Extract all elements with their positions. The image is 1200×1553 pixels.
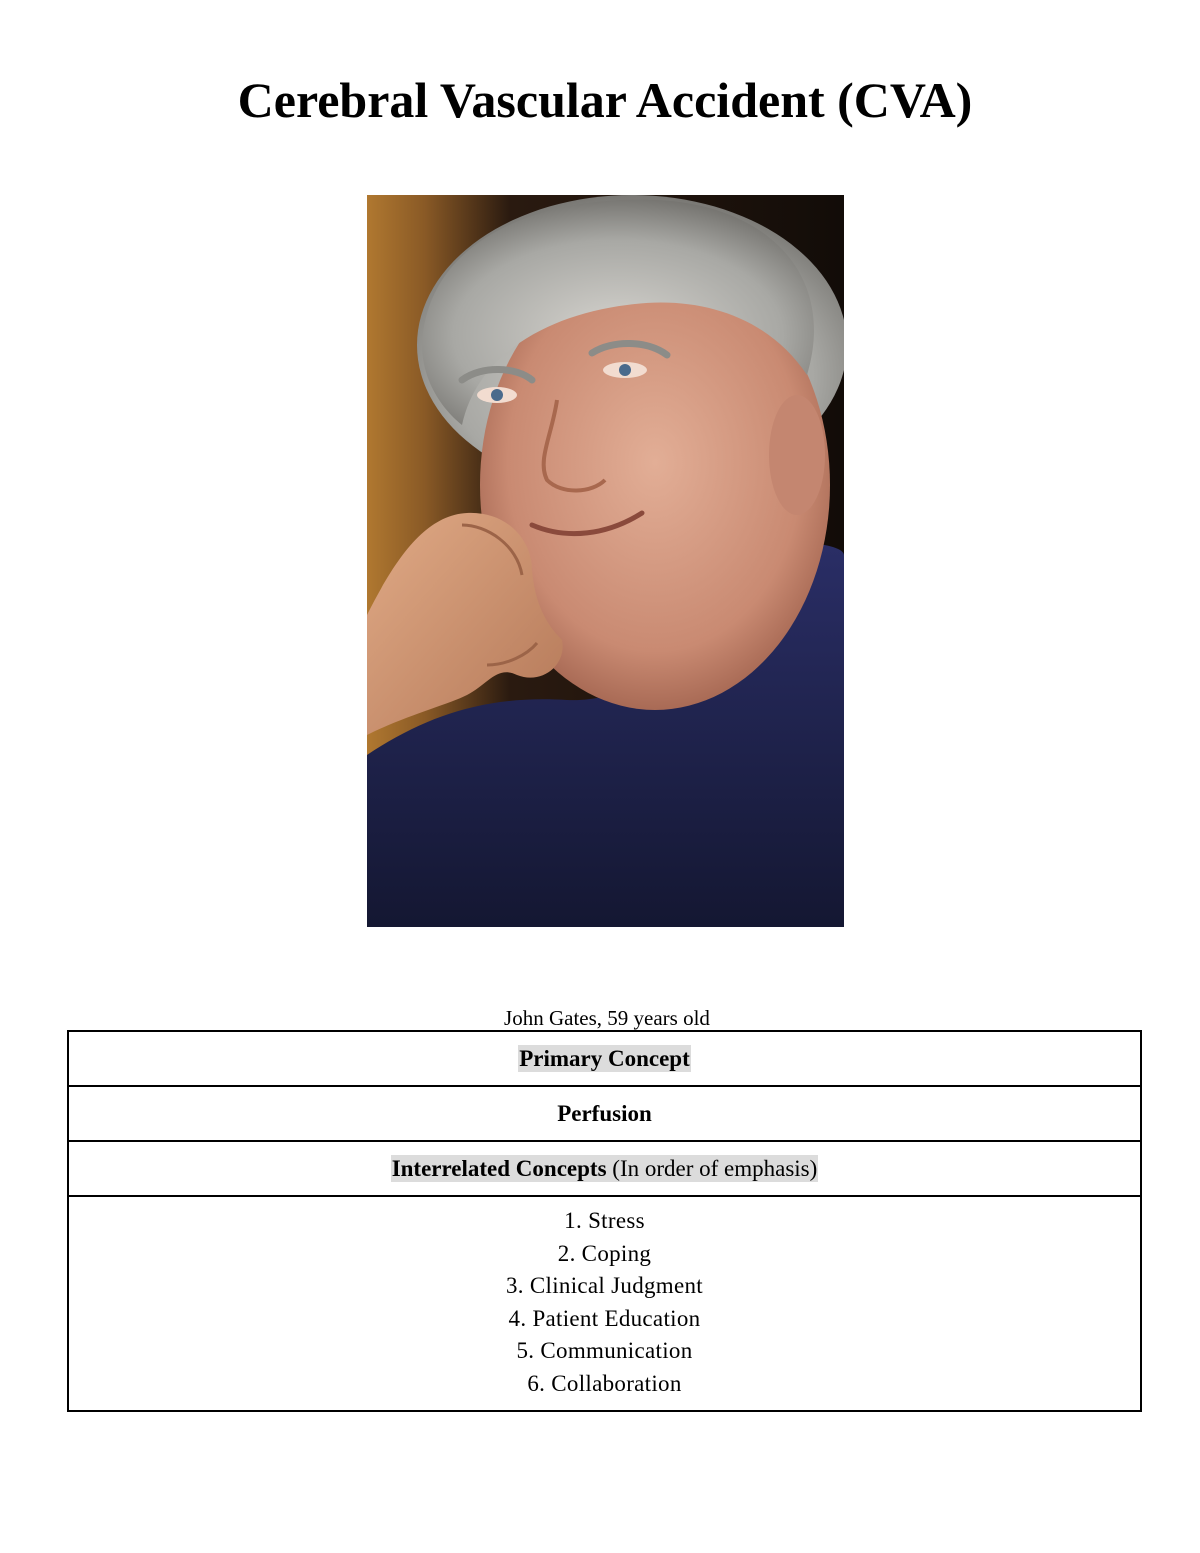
- concept-table: [67, 1030, 1142, 1412]
- page-title: Cerebral Vascular Accident (CVA): [237, 72, 973, 128]
- table-row: [68, 1031, 1141, 1086]
- interrelated-concepts-header-highlight: [391, 1155, 819, 1182]
- interrelated-concepts-list: [69, 1197, 1140, 1400]
- interrelated-concepts-list-cell: [68, 1196, 1141, 1411]
- interrelated-concepts-header-cell: [68, 1141, 1141, 1196]
- table-row: [68, 1141, 1141, 1196]
- primary-concept-header: Primary Concept: [519, 1045, 690, 1071]
- table-row: [68, 1086, 1141, 1141]
- list-item: 1. Stress: [564, 1208, 645, 1233]
- list-item: 6. Collaboration: [527, 1370, 682, 1396]
- interrelated-concepts-note: (In order of emphasis): [612, 1155, 818, 1181]
- interrelated-concepts-header: Interrelated Concepts: [391, 1155, 607, 1181]
- list-item: 4. Patient Education: [508, 1305, 701, 1331]
- primary-concept-value: Perfusion: [557, 1100, 652, 1126]
- list-item: 2. Coping: [557, 1240, 652, 1266]
- photo-caption: John Gates, 59 years old: [504, 1006, 710, 1030]
- list-item: 3. Clinical Judgment: [505, 1273, 703, 1298]
- primary-concept-value-cell: [68, 1086, 1141, 1141]
- list-item: 5. Communication: [516, 1338, 693, 1363]
- primary-concept-header-cell: [68, 1031, 1141, 1086]
- table-row: [68, 1196, 1141, 1411]
- patient-photo: [367, 195, 844, 927]
